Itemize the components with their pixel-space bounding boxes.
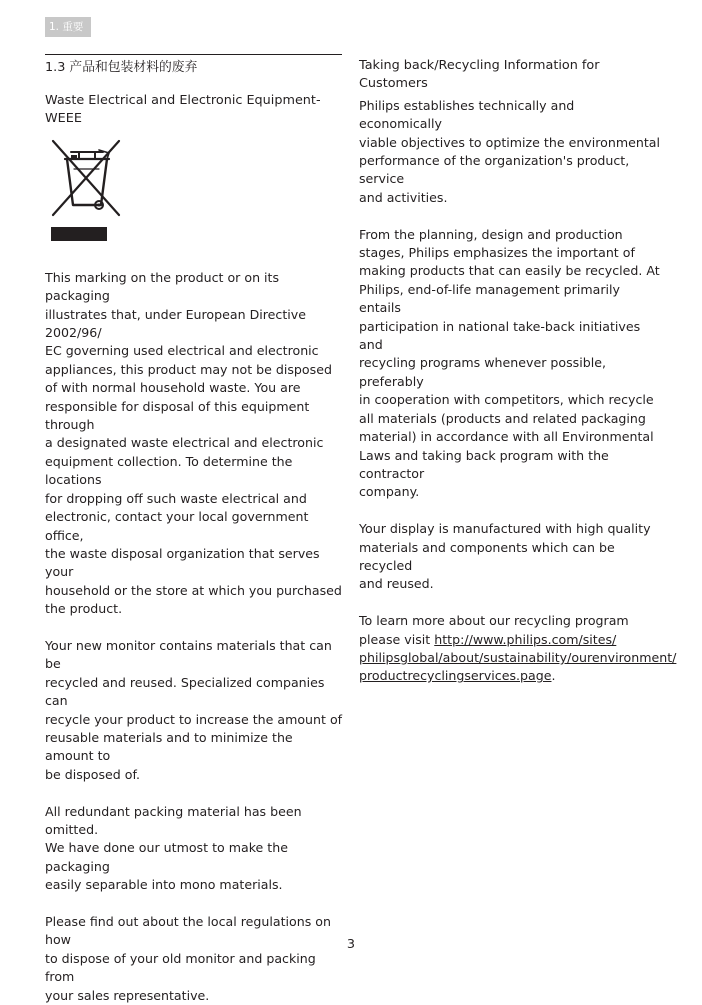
text-line: responsible for disposal of this equipment through bbox=[45, 398, 310, 433]
paragraph bbox=[45, 803, 345, 895]
text-line: performance of the organization's product, service bbox=[359, 153, 630, 187]
text-line: illustrates that, under European Directive 2002/96/ bbox=[45, 306, 306, 341]
text-line: a designated waste electrical and electronic bbox=[45, 435, 324, 451]
text-line: in cooperation with competitors, which recycle bbox=[359, 392, 654, 408]
paragraph bbox=[45, 637, 345, 784]
weee-body bbox=[45, 269, 345, 1005]
text-line: company. bbox=[359, 484, 420, 500]
weee-bin-figure bbox=[51, 139, 123, 249]
text-line: Your display is manufactured with high quality bbox=[359, 521, 651, 537]
text-line: all materials (products and related packaging bbox=[359, 410, 646, 426]
section-title: 1.3 产品和包装材料的废弃 bbox=[45, 60, 198, 75]
paragraph bbox=[359, 226, 661, 502]
link-line: philipsglobal/about/sustainability/ourenvironment/ bbox=[359, 649, 677, 665]
text-line: We have done our utmost to make the packaging bbox=[45, 840, 288, 874]
text-line: the product. bbox=[45, 601, 123, 617]
text-line: the waste disposal organization that serves your bbox=[45, 545, 320, 580]
text-line: Laws and taking back program with the contractor bbox=[359, 447, 609, 481]
weee-black-bar bbox=[51, 227, 107, 241]
text-line: appliances, this product may not be disposed bbox=[45, 361, 332, 377]
recycling-heading: Taking back/Recycling Information for Customers bbox=[359, 58, 600, 92]
text-line: easily separable into mono materials. bbox=[45, 877, 283, 893]
text-line: To learn more about our recycling program bbox=[359, 613, 629, 629]
weee-heading-line: WEEE bbox=[45, 111, 82, 127]
text-line: recycled and reused. Specialized companies can bbox=[45, 674, 325, 709]
text-line: and activities. bbox=[359, 189, 448, 205]
text-line: From the planning, design and production bbox=[359, 226, 623, 242]
link-suffix: . bbox=[551, 668, 556, 684]
text-line: material) in accordance with all Environmental bbox=[359, 429, 654, 445]
link-line: productrecyclingservices.page bbox=[359, 668, 552, 684]
text-line: Your new monitor contains materials that can be bbox=[45, 637, 332, 672]
paragraph bbox=[359, 520, 661, 594]
paragraph bbox=[45, 269, 345, 619]
text-line: materials and components which can be recycled bbox=[359, 539, 615, 573]
text-line: for dropping off such waste electrical and bbox=[45, 490, 307, 506]
text-line: recycle your product to increase the amount of bbox=[45, 711, 343, 727]
text-line: your sales representative. bbox=[45, 987, 210, 1003]
text-line: and reused. bbox=[359, 576, 434, 592]
link-line: http://www.philips.com/sites/ bbox=[434, 631, 617, 647]
text-line: Philips establishes technically and economically bbox=[359, 97, 575, 132]
text-line: of with normal household waste. You are bbox=[45, 380, 301, 396]
text-line: participation in national take-back initiatives and bbox=[359, 318, 641, 353]
text-line: Philips, end-of-life management primarily entails bbox=[359, 281, 620, 316]
text-line: stages, Philips emphasizes the important of bbox=[359, 245, 635, 261]
text-line: making products that can easily be recycled. At bbox=[359, 263, 660, 279]
page-number: 3 bbox=[346, 937, 356, 952]
right-column bbox=[359, 56, 677, 686]
text-line: please visit bbox=[359, 631, 435, 647]
paragraph bbox=[359, 97, 661, 207]
text-line: electronic, contact your local government office, bbox=[45, 509, 309, 543]
text-line: be disposed of. bbox=[45, 766, 141, 782]
text-line: Please find out about the local regulations on how bbox=[45, 913, 331, 948]
learn-more-paragraph bbox=[359, 612, 677, 686]
text-line: reusable materials and to minimize the amount to bbox=[45, 729, 293, 764]
crossed-out-wheelie-bin-icon bbox=[51, 139, 123, 221]
text-line: viable objectives to optimize the environmental bbox=[359, 134, 660, 150]
section-rule bbox=[45, 54, 342, 55]
text-line: household or the store at which you purchased bbox=[45, 582, 342, 598]
text-line: equipment collection. To determine the locations bbox=[45, 453, 293, 488]
text-line: recycling programs whenever possible, preferably bbox=[359, 355, 606, 389]
text-line: EC governing used electrical and electronic bbox=[45, 343, 319, 359]
text-line: All redundant packing material has been omitted. bbox=[45, 803, 302, 837]
text-line: to dispose of your old monitor and packing from bbox=[45, 950, 316, 985]
text-line: This marking on the product or on its packaging bbox=[45, 269, 280, 304]
left-column bbox=[45, 56, 345, 1005]
weee-heading-line: Waste Electrical and Electronic Equipment- bbox=[45, 93, 321, 108]
weee-heading bbox=[45, 92, 345, 129]
paragraph bbox=[45, 913, 345, 1005]
chapter-tab: 1. 重要 bbox=[45, 17, 91, 37]
